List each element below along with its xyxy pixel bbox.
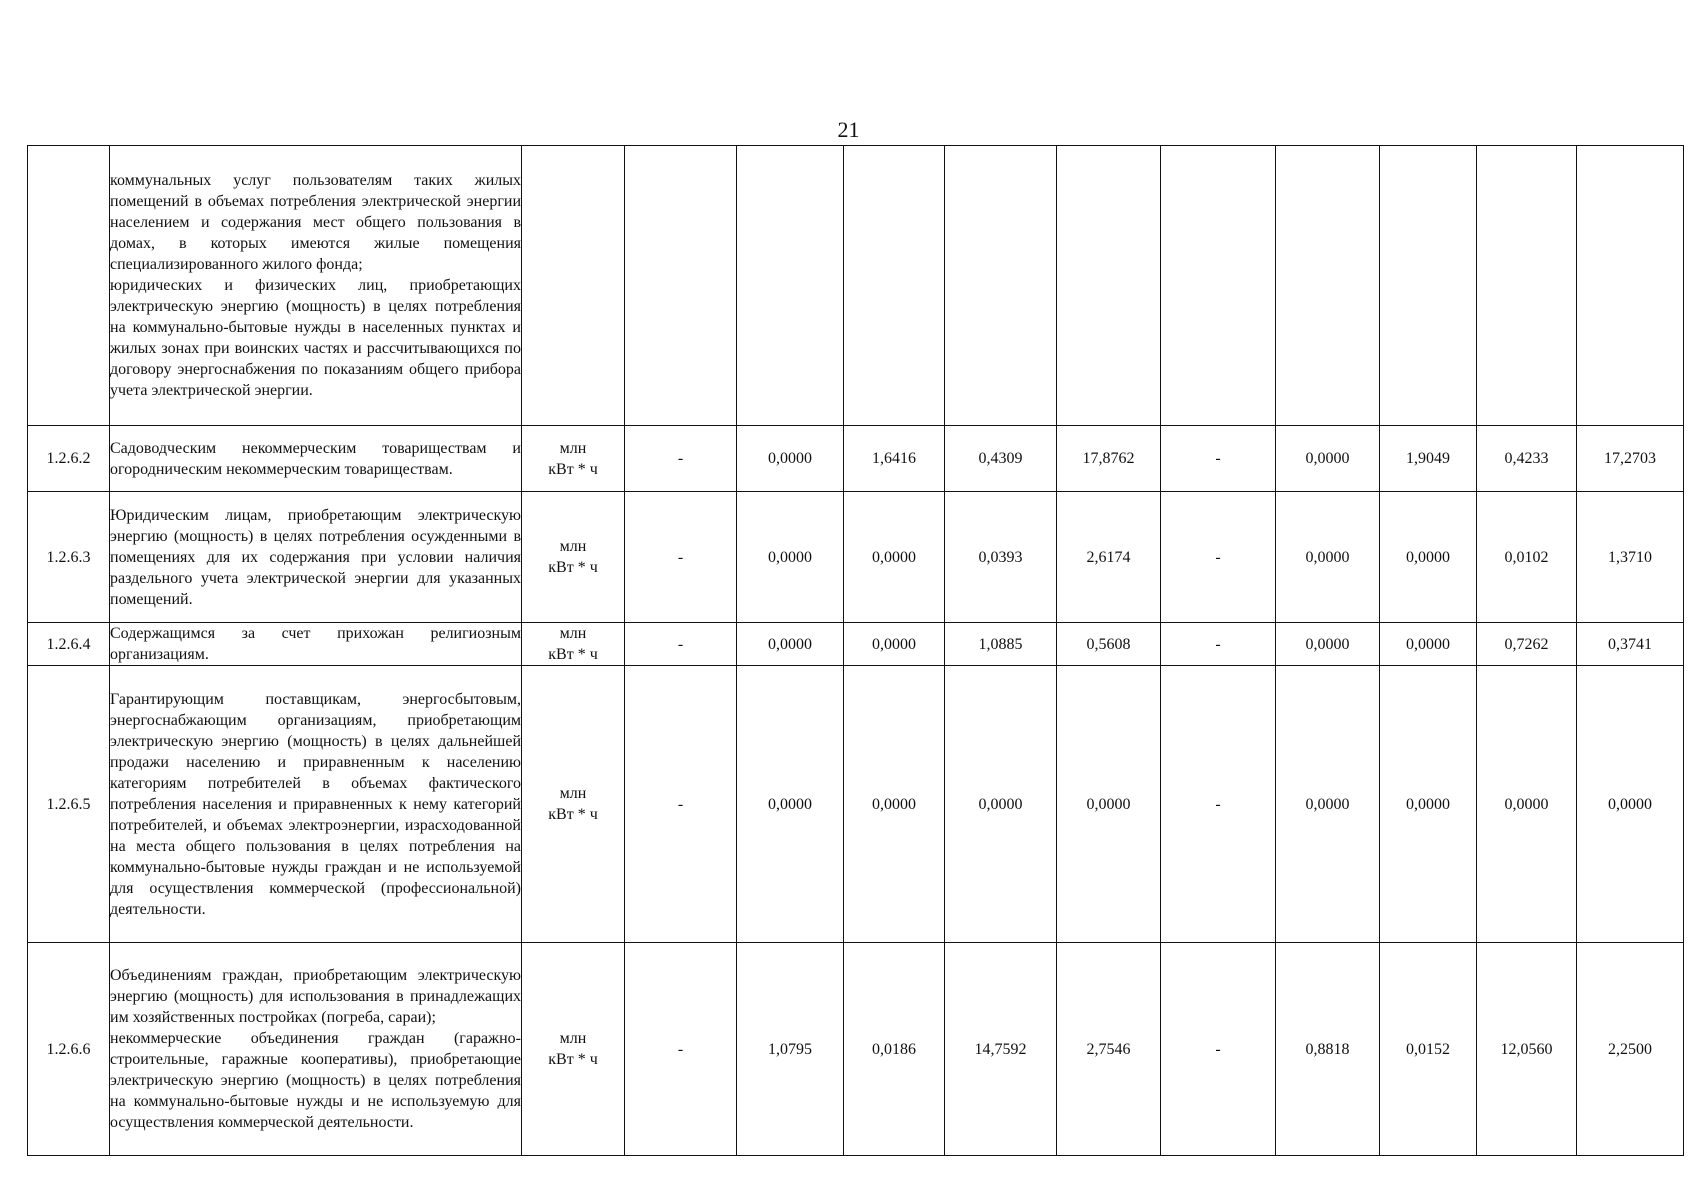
cell: 0,7262	[1477, 623, 1577, 666]
cell: 14,7592	[945, 943, 1057, 1156]
cell: 0,0000	[1477, 666, 1577, 943]
cell	[1577, 146, 1684, 426]
row-description: Садоводческим некоммерческим товариществам и огородническим некоммерческим товариществам.	[110, 426, 522, 492]
cell	[1380, 146, 1477, 426]
row-description: Содержащимся за счет прихожан религиозным организациям.	[110, 623, 522, 666]
row-number: 1.2.6.3	[28, 492, 110, 623]
row-number: 1.2.6.2	[28, 426, 110, 492]
cell: 0,3741	[1577, 623, 1684, 666]
cell: 0,4233	[1477, 426, 1577, 492]
cell: 0,0102	[1477, 492, 1577, 623]
row-unit	[522, 666, 625, 943]
cell	[1477, 146, 1577, 426]
cell: 1,0885	[945, 623, 1057, 666]
cell: -	[625, 426, 737, 492]
cell: 0,4309	[945, 426, 1057, 492]
table-row	[28, 426, 1684, 492]
row-unit	[522, 623, 625, 666]
cell: -	[1161, 623, 1276, 666]
cell: 17,8762	[1057, 426, 1161, 492]
table-row	[28, 666, 1684, 943]
row-unit	[522, 426, 625, 492]
cell: -	[625, 666, 737, 943]
cell: 0,0000	[737, 492, 844, 623]
cell: 0,0000	[844, 492, 945, 623]
description-part: некоммерческие объединения граждан (гаражно-строительные, гаражные кооперативы), приобретающие электрическую энергию (мощность) в целях потребления на коммунально-бытовые нужды и не используемую для осуществления коммерческой деятельности.	[110, 1030, 521, 1131]
cell: 2,7546	[1057, 943, 1161, 1156]
cell: 0,0000	[1577, 666, 1684, 943]
unit-line-2: кВт * ч	[548, 559, 598, 576]
cell: 0,0000	[844, 666, 945, 943]
unit-line-1: млн	[559, 439, 587, 457]
cell: -	[1161, 943, 1276, 1156]
unit-line-1: млн	[559, 1030, 587, 1047]
cell: 0,0152	[1380, 943, 1477, 1156]
description-part: юридических и физических лиц, приобретающих электрическую энергию (мощность) в целях потребления на коммунально-бытовые нужды в населенных пунктах и жилых зонах при воинских частях и рассчитывающихся по договору энергоснабжения по показаниям общего прибора учета электрической энергии.	[110, 277, 521, 399]
row-number	[28, 146, 110, 426]
table-row	[28, 492, 1684, 623]
table-row	[28, 623, 1684, 666]
cell: 0,0000	[737, 623, 844, 666]
cell: 0,0000	[1380, 666, 1477, 943]
cell	[737, 146, 844, 426]
cell: 0,0000	[1380, 492, 1477, 623]
cell: 0,0000	[1057, 666, 1161, 943]
cell: 0,0000	[1380, 623, 1477, 666]
unit-line-2: кВт * ч	[548, 460, 598, 478]
cell: 2,2500	[1577, 943, 1684, 1156]
cell: 0,0000	[1276, 623, 1380, 666]
cell: 1,3710	[1577, 492, 1684, 623]
cell: 0,0186	[844, 943, 945, 1156]
unit-line-1: млн	[559, 625, 587, 642]
unit-line-2: кВт * ч	[548, 1051, 598, 1068]
cell: 0,0000	[844, 623, 945, 666]
cell: 0,0000	[1276, 666, 1380, 943]
row-unit	[522, 943, 625, 1156]
cell: 0,0000	[737, 426, 844, 492]
row-number: 1.2.6.6	[28, 943, 110, 1156]
cell: 17,2703	[1577, 426, 1684, 492]
unit-line-2: кВт * ч	[548, 646, 598, 663]
row-description: Гарантирующим поставщикам, энергосбытовым, энергоснабжающим организациям, приобретающим электрическую энергию (мощность) в целях дальнейшей продажи населению и приравненным к населению категориям потребителей в объемах фактического потребления населения и приравненных к нему категорий потребителей, и объемах электроэнергии, израсходованной на места общего пользования в целях потребления на коммунально-бытовые нужды граждан и не используемой для осуществления коммерческой (профессиональной) деятельности.	[110, 666, 522, 943]
tariff-volume-table	[27, 145, 1684, 1156]
cell: 0,0000	[1276, 426, 1380, 492]
cell: 1,9049	[1380, 426, 1477, 492]
cell	[844, 146, 945, 426]
cell: -	[1161, 666, 1276, 943]
cell	[625, 146, 737, 426]
cell: 2,6174	[1057, 492, 1161, 623]
unit-line-2: кВт * ч	[548, 806, 598, 823]
cell: 12,0560	[1477, 943, 1577, 1156]
cell: -	[625, 623, 737, 666]
cell	[1161, 146, 1276, 426]
cell: -	[1161, 492, 1276, 623]
table-row	[28, 943, 1684, 1156]
description-part: коммунальных услуг пользователям таких жилых помещений в объемах потребления электрической энергии населением и содержания мест общего пользования в домах, в которых имеются жилые помещения специализированного жилого фонда;	[110, 172, 521, 273]
cell	[1057, 146, 1161, 426]
row-description	[110, 146, 522, 426]
row-unit	[522, 146, 625, 426]
row-number: 1.2.6.4	[28, 623, 110, 666]
cell: -	[625, 943, 737, 1156]
cell: 0,0393	[945, 492, 1057, 623]
cell: 0,0000	[945, 666, 1057, 943]
table-row	[28, 146, 1684, 426]
cell: 0,0000	[1276, 492, 1380, 623]
cell: -	[625, 492, 737, 623]
cell: 1,0795	[737, 943, 844, 1156]
cell: -	[1161, 426, 1276, 492]
unit-line-1: млн	[559, 538, 587, 555]
cell	[1276, 146, 1380, 426]
cell	[945, 146, 1057, 426]
cell: 0,5608	[1057, 623, 1161, 666]
description-part: Объединениям граждан, приобретающим электрическую энергию (мощность) для использования в принадлежащих им хозяйственных постройках (погреба, сараи);	[110, 967, 521, 1026]
row-unit	[522, 492, 625, 623]
row-description	[110, 943, 522, 1156]
cell: 1,6416	[844, 426, 945, 492]
row-description: Юридическим лицам, приобретающим электрическую энергию (мощность) в целях потребления осужденными в помещениях для их содержания при условии наличия раздельного учета электрической энергии для указанных помещений.	[110, 492, 522, 623]
cell: 0,0000	[737, 666, 844, 943]
unit-line-1: млн	[559, 785, 587, 802]
row-number: 1.2.6.5	[28, 666, 110, 943]
cell: 0,8818	[1276, 943, 1380, 1156]
page-number: 21	[837, 117, 860, 142]
